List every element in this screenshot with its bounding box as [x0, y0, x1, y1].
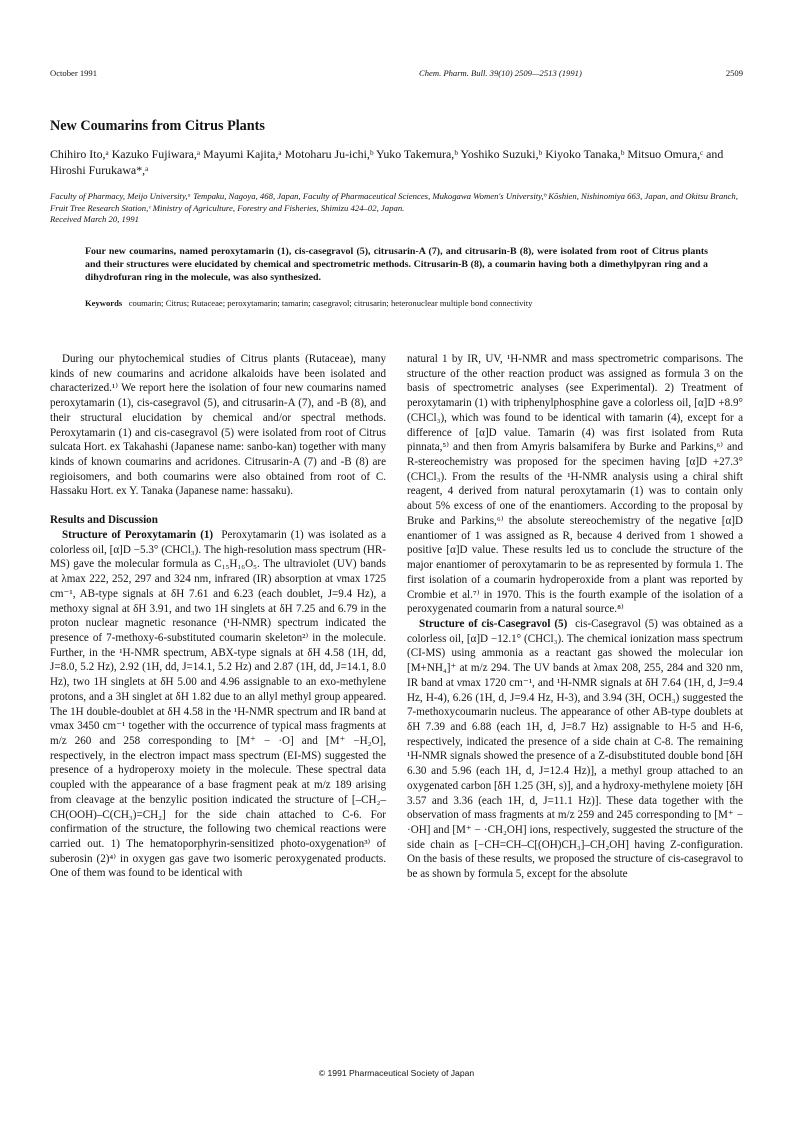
peroxytamarin-text: Peroxytamarin (1) was isolated as a colorless oil, [α]D −5.3° (CHCl₃). The high-resolution mass spectrum (HR-MS) gave the molecular formula as C₁₅H₁₆O₅. The ultraviolet (UV) bands at λmax 222, 252, 297 and 324 nm, infrared (IR) absorption at νmax 1725 cm⁻¹, AB-type signals at δH 7.61 and 6.23 (each doublet, J=9.4 Hz), a methoxy signal at δH 3.91, and two 1H singlets at δH 7.25 and 6.79 in the proton nuclear magnetic resonance (¹H-NMR) spectrum indicated the presence of 7-methoxy-6-substituted coumarin skeleton²⁾ in the molecule. Further, in the ¹H-NMR spectrum, ABX-type signals at δH 4.58 (1H, dd, J=8.0, 5.2 Hz), 2.92 (1H, dd, J=14.1, 5.2 Hz) and 2.87 (1H, dd, J=14.1, 8.0 Hz), two 1H singlets at δH 5.00 and 4.96 assignable to an exo-methylene protons, and a 3H singlet at δH 1.82 due to an allyl methyl group appeared. The 1H double-doublet at δH 4.58 in the ¹H-NMR spectrum and IR band at νmax 3450 cm⁻¹ together with the occurrence of typical mass fragments at m/z 260 and 258 corresponding to [M⁺ − ·O] and [M⁺ −H₂O], respectively, in the electron impact mass spectrum (EI-MS) suggested the presence of a hydroperoxy moiety in the molecule. These spectral data coupled with the appearance of a base fragment peak at m/z 189 arising from cleavage at the benzylic position indicated the structure of [–CH₂–CH(OOH)–C(CH₃)=CH₂] for the side chain attached to C-6. For confirmation of the structure, the following two chemical reactions were carried out. 1) The hematoporphyrin-sensitized photo-oxygenation³⁾ of suberosin (2)⁴⁾ in oxygen gas gave two isomeric peroxygenated products. One of them was found to be identical with	[50, 528, 386, 880]
subheading-casegravol: Structure of cis-Casegravol (5)	[419, 617, 568, 630]
keywords	[85, 298, 708, 309]
abstract: Four new coumarins, named peroxytamarin (1), cis-casegravol (5), citrusarin-A (7), and citrusarin-B (8), were isolated from root of Citrus plants and their structures were elucidated by chemical and spectrometric methods. Citrusarin-B (8), a coumarin having both a dimethylpyran ring and a dihydrofuran ring in the molecule, was also synthesized.	[85, 245, 708, 283]
header-page-number: 2509	[725, 68, 743, 78]
affiliation-text: Faculty of Pharmacy, Meijo University,ᵃ Tempaku, Nagoya, 468, Japan, Faculty of Pharmaceutical Sciences, Mukogawa Women's University,ᵇ Kōshien, Nishinomiya 663, Japan, and Okitsu Branch, Fruit Tree Research Station,ᶜ Ministry of Agriculture, Forestry and Fisheries, Shimizu 424–02, Japan.	[50, 191, 738, 213]
header-date: October 1991	[50, 68, 98, 78]
header-journal: Chem. Pharm. Bull. 39(10) 2509—2513 (1991)	[419, 68, 582, 78]
affiliations	[50, 191, 743, 226]
casegravol-text: cis-Casegravol (5) was obtained as a colorless oil, [α]D −12.1° (CHCl₃). The chemical ionization mass spectrum (CI-MS) using ammonia as a reactant gas showed the molecular ion [M+NH₄]⁺ at m/z 294. The UV bands at λmax 208, 255, 284 and 320 nm, IR band at νmax 1720 cm⁻¹, and ¹H-NMR signals at δH 7.64 (1H, d, J=9.4 Hz, H-4), 6.26 (1H, d, J=9.4 Hz, H-3), and 3.94 (3H, OCH₃) suggested the 7-methoxycoumarin nucleus. The appearance of other AB-type doublets at δH 7.39 and 6.88 (each 1H, d, J=8.7 Hz) assignable to H-5 and H-6, respectively, indicated the presence of a side chain at C-8. The remaining ¹H-NMR signals showed the presence of a Z-disubstituted double bond [δH 6.30 and 5.96 (each 1H, d, J=12.4 Hz)], a methyl group attached to an oxygenated carbon [δH 1.25 (3H, s)], and a hydroxy-methylene moiety [δH 3.57 and 3.36 (each 1H, d, J=11.1 Hz)]. These data together with the observation of mass fragments at m/z 259 and 245 corresponding to [M⁺ − ·OH] and [M⁺ − ·CH₂OH] ions, respectively, suggested the structure of the side chain as [−CH=CH–C[(OH)CH₃]–CH₂OH] having Z-configuration. On the basis of these results, we proposed the structure of cis-casegravol to be as shown by formula 5, except for the absolute	[407, 617, 744, 881]
running-header	[50, 68, 743, 79]
article-page	[50, 68, 744, 1078]
peroxytamarin-paragraph	[50, 528, 386, 881]
keywords-label: Keywords	[85, 298, 123, 309]
article-title: New Coumarins from Citrus Plants	[50, 118, 265, 134]
right-column	[407, 352, 743, 1067]
keywords-text: coumarin; Citrus; Rutaceae; peroxytamarin; tamarin; casegravol; citrusarin; heteronuclear multiple bond connectivity	[128, 298, 533, 309]
left-column	[50, 352, 386, 1067]
continued-paragraph: natural 1 by IR, UV, ¹H-NMR and mass spectrometric comparisons. The structure of the other reaction product was assigned as formula 3 on the basis of spectrometric analyses (see Experimental). 2) Treatment of peroxytamarin (1) with triphenylphosphine gave a colorless oil, [α]D +8.9° (CHCl₃), which was found to be identical with tamarin (4), except for a difference of [α]D value. Tamarin (4) was first isolated from Ruta pinnata,⁵⁾ and then from Amyris balsamifera by Burke and Parkins,⁶⁾ and R-stereochemistry was proposed for the specimen having [α]D +27.3° (CHCl₃). From the results of the ¹H-NMR analysis using a chiral shift reagent, 4 derived from natural peroxytamarin (1) was to contain only about 5% excess of one of the enantiomers. According to the proposal by Bruke and Parkins,⁶⁾ the absolute stereochemistry of the negative [α]D enantiomer of 1 was assigned as R, because 4 derived from 1 showed a positive [α]D value. These results led us to conclude the structure of the major enantiomer of peroxytamarin to be as represented by formula 1. The first isolation of a coumarin hydroperoxide from a plant was reported by Crombie et al.⁷⁾ in 1970. This is the fourth example of the isolation of a peroxygenated coumarin from a natural source.⁸⁾	[407, 353, 743, 616]
casegravol-paragraph	[407, 617, 743, 882]
subheading-peroxytamarin: Structure of Peroxytamarin (1)	[62, 528, 214, 541]
section-heading: Results and Discussion	[50, 514, 158, 527]
intro-paragraph: During our phytochemical studies of Citrus plants (Rutaceae), many kinds of new coumarins and acridone alkaloids have been isolated and characterized.¹⁾ We report here the isolation of four new coumarins named peroxytamarin (1), cis-casegravol (5), and citrusarin-A (7), and -B (8), and their structural elucidation by chemical and/or spectral methods. Peroxytamarin (1) and cis-casegravol (5) were isolated from root of Citrus sulcata Hort. ex Takahashi (Japanese name: sanbo-kan) together with many kinds of known coumarins and acridones. Citrusarin-A (7) and -B (8) are regioisomers, and both coumarins were also obtained from root of C. Hassaku Hort. ex Y. Tanaka (Japanese name: hassaku).	[50, 353, 386, 498]
received-date: Received March 20, 1991	[50, 214, 139, 225]
copyright-footer: © 1991 Pharmaceutical Society of Japan	[318, 1068, 475, 1078]
body-columns	[50, 352, 743, 1067]
author-list: Chihiro Ito,ᵃ Kazuko Fujiwara,ᵃ Mayumi Kajita,ᵃ Motoharu Ju-ichi,ᵇ Yuko Takemura,ᵇ Yoshiko Suzuki,ᵇ Kiyoko Tanaka,ᵇ Mitsuo Omura,ᶜ and Hiroshi Furukawa*,ᵃ	[50, 147, 724, 177]
